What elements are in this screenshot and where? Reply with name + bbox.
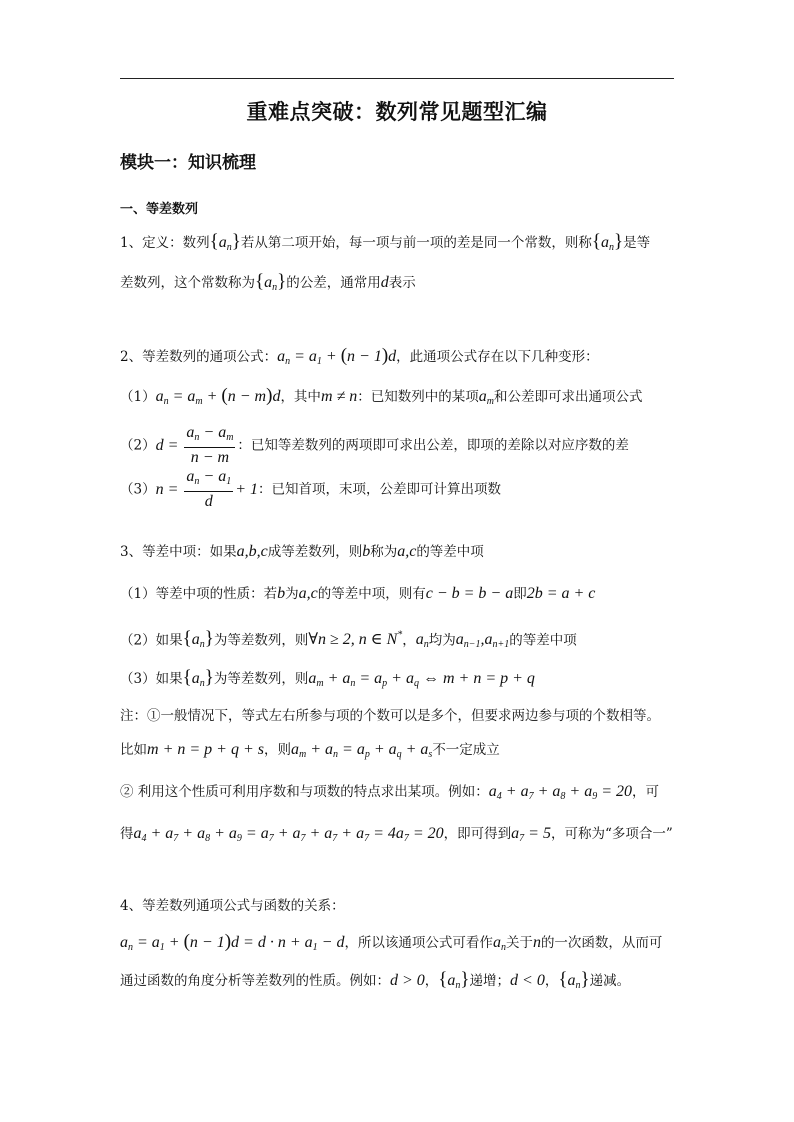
note-4-text-b: ，即可得到 — [443, 826, 512, 842]
variant-1-text: ，其中 — [280, 389, 321, 405]
variant-1-label: （1） — [120, 389, 156, 405]
function-text-f: ， — [424, 973, 439, 989]
formula-b: b — [277, 585, 286, 602]
formula-seq-an: $\{a_n\}$ — [591, 231, 624, 253]
property-1-text-b: 为 — [285, 586, 299, 602]
note-line-4 — [120, 824, 673, 849]
formula-seq-an: $\{a_n\}$ — [255, 271, 287, 293]
note-3-text-a: ② 利用这个性质可利用序数和与项数的特点求出某项。例如： — [120, 784, 489, 800]
formula-n: n — [532, 934, 541, 951]
property-1-text-c: 的等差中项，则有 — [317, 586, 426, 602]
property-2-text-a: （2）如果 — [120, 632, 183, 649]
property-3-line — [120, 668, 535, 694]
note-2-text-a: 比如 — [120, 742, 147, 758]
formula-mn-pqs: m + n = p + q + s — [147, 741, 264, 758]
general-term-line — [120, 346, 599, 372]
property-2-text-b: 为等差数列，则 — [213, 632, 309, 649]
variant-1-text3: 和公差即可求出通项公式 — [494, 389, 643, 405]
formula-d-positive: d > 0 — [390, 972, 425, 989]
note-2-text-c: 不一定成立 — [432, 742, 500, 758]
property-2-line — [120, 626, 577, 655]
formula-an: $a_n$ — [415, 631, 429, 651]
def-text-c: 是等 — [623, 235, 651, 251]
variant-2-line — [120, 424, 629, 468]
middle-term-text-b: 成等差数列，则 — [267, 544, 363, 560]
formula-seq-an: $\{a_n\}$ — [182, 628, 214, 651]
variant-2-label: （2） — [120, 437, 156, 454]
formula-an: $a_n$ — [492, 934, 506, 953]
variant-1-text2: ：已知数列中的某项 — [357, 389, 479, 405]
formula-seq-an: $\{a_n\}$ — [558, 969, 590, 991]
property-3-text-a: （3）如果 — [120, 671, 183, 687]
formula-a7-5: $a_7 = 5$ — [511, 825, 551, 844]
formula-neighbors: $a_{n-1},a_{n+1}$ — [455, 631, 510, 651]
page-title: 重难点突破：数列常见题型汇编 — [246, 99, 548, 124]
formula-am: $a_m$ — [478, 388, 495, 407]
formula-am-an-apqs: $a_m + a_n = a_p + a_q + a_s$ — [290, 741, 433, 760]
formula-variant-3: n = $\frac{a_n - a_1}{d}$ + 1 — [155, 468, 258, 510]
formula-2b: 2b = a + c — [526, 585, 596, 602]
module-heading: 模块一：知识梳理 — [120, 153, 256, 173]
function-relation-line-1 — [120, 932, 662, 958]
definition-line-2 — [120, 272, 416, 298]
property-2-text-c: ， — [402, 632, 416, 649]
formula-d-negative: d < 0 — [510, 972, 545, 989]
formula-abc: a,b,c — [236, 543, 268, 560]
formula-seq-an: $\{a_n\}$ — [438, 969, 470, 991]
formula-seq-an: $\{a_n\}$ — [209, 231, 241, 253]
variant-3-text: ：已知首项，末项，公差即可计算出项数 — [257, 481, 501, 498]
variant-3-label: （3） — [120, 481, 156, 498]
formula-b: b — [362, 543, 371, 560]
note-line-2 — [120, 740, 500, 765]
general-term-label: 2、等差数列的通项公式： — [120, 349, 278, 365]
function-relation-line-2 — [120, 970, 630, 996]
formula-m-neq-n: m ≠ n — [320, 388, 358, 405]
formula-example-derive: $a_4 + a_7 + a_8 + a_9 = a_7 + a_7 + a_7 + a_7 = 4a_7 = 20$ — [133, 825, 444, 844]
note-4-text-a: 得 — [120, 826, 134, 842]
formula-index-sum: $a_m + a_n = a_p + a_q$ ⇔ m + n = p + q — [308, 670, 535, 689]
def-text-b: 若从第二项开始，每一项与前一项的差是同一个常数，则称 — [240, 235, 592, 251]
header-rule — [120, 78, 674, 79]
variant-2-text: ：已知等差数列的两项即可求出公差，即项的差除以对应序数的差 — [237, 437, 629, 454]
formula-c-minus-b: c − b = b − a — [425, 585, 514, 602]
def-text-a: 1、定义：数列 — [120, 235, 210, 251]
formula-variant-2: d = $\frac{a_n - a_m}{n - m}$ — [155, 424, 234, 466]
function-text-c: 关于 — [505, 935, 533, 951]
middle-term-text-c: 称为 — [370, 544, 398, 560]
middle-term-text-d: 的等差中项 — [416, 544, 484, 560]
function-text-g: 递增； — [469, 973, 511, 989]
formula-ac: a,c — [298, 585, 318, 602]
section-heading: 一、等差数列 — [120, 202, 199, 217]
def-text-d: 差数列，这个常数称为 — [120, 275, 255, 291]
note-3-text-b: ，可 — [631, 784, 659, 800]
formula-d: d — [380, 274, 389, 291]
function-text-b: ，所以该通项公式可看作 — [344, 935, 493, 951]
formula-example-sum: $a_4 + a_7 + a_8 + a_9 = 20$ — [488, 783, 632, 802]
property-3-text-b: 为等差数列，则 — [213, 671, 309, 687]
formula-forall-n: ∀n ≥ 2, n ∈ N* — [308, 630, 403, 649]
formula-linear-form: $a_n = a_1 + (n - 1)d = d \cdot n + a_1 - d$ — [120, 931, 345, 953]
note-line-1: 注：①一般情况下，等式左右所参与项的个数可以是多个，但要求两边参与项的个数相等。 — [120, 708, 660, 724]
variant-1-line — [120, 386, 643, 412]
function-text-h: ， — [544, 973, 559, 989]
def-text-e: 的公差，通常用 — [286, 275, 381, 291]
variant-3-line — [120, 468, 501, 512]
property-1-text-a: （1）等差中项的性质：若 — [120, 586, 278, 602]
general-term-text: ，此通项公式存在以下几种变形： — [396, 349, 599, 365]
function-relation-heading: 4、等差数列通项公式与函数的关系： — [120, 898, 345, 914]
property-1-text-d: 即 — [513, 586, 527, 602]
formula-general-term: $a_n = a_1 + (n - 1)d$ — [277, 345, 397, 367]
def-text-f: 表示 — [388, 275, 416, 291]
function-text-e: 通过函数的角度分析等差数列的性质。例如： — [120, 973, 390, 989]
note-2-text-b: ，则 — [263, 742, 291, 758]
formula-variant-1: $a_n = a_m + (n - m)d$ — [155, 385, 281, 407]
property-1-line — [120, 584, 595, 604]
middle-term-line — [120, 542, 484, 562]
middle-term-text-a: 3、等差中项：如果 — [120, 544, 237, 560]
function-text-i: 递减。 — [589, 973, 631, 989]
formula-ac: a,c — [397, 543, 417, 560]
property-2-text-d: 均为 — [428, 632, 456, 649]
note-4-text-c: ，可称为“多项合一” — [550, 826, 673, 842]
property-2-text-e: 的等差中项 — [509, 632, 577, 649]
note-line-3 — [120, 782, 659, 807]
definition-line-1 — [120, 232, 650, 258]
formula-seq-an: $\{a_n\}$ — [182, 667, 214, 689]
function-text-d: 的一次函数，从而可 — [540, 935, 663, 951]
